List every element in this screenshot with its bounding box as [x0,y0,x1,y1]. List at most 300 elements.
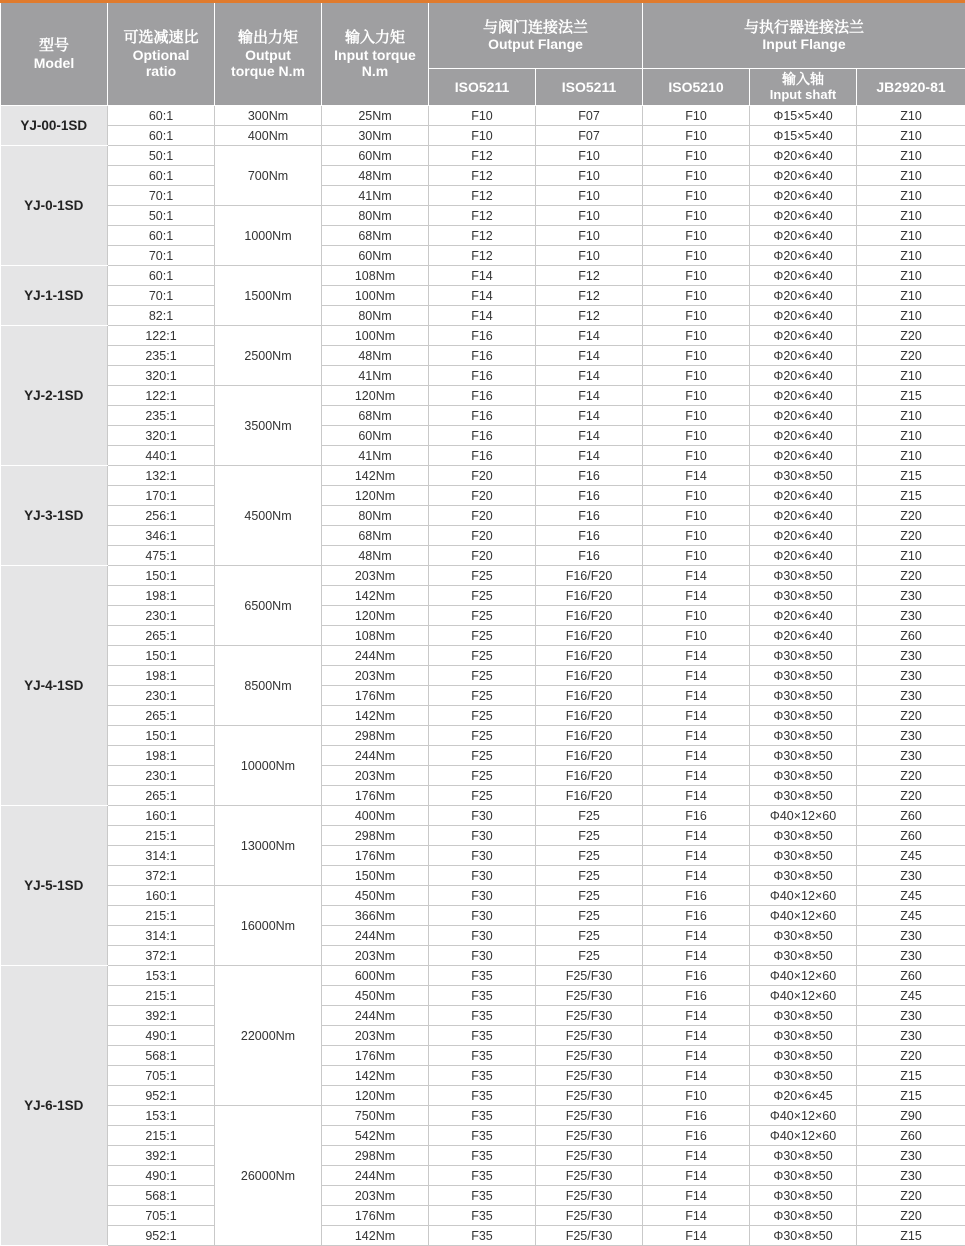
ratio-cell: 50:1 [108,206,215,226]
jb2920-cell: Z60 [857,626,965,646]
iso5210-cell: F16 [643,986,750,1006]
jb2920-cell: Z90 [857,1106,965,1126]
table-row [1,466,965,486]
valve-iso5211-b-cell: F25/F30 [536,1226,643,1246]
ratio-cell: 952:1 [108,1086,215,1106]
valve-iso5211-b-cell: F10 [536,226,643,246]
input-shaft-cell: Φ40×12×60 [750,1106,857,1126]
input-torque-cell: 48Nm [322,546,429,566]
ratio-cell: 160:1 [108,886,215,906]
iso5210-cell: F14 [643,946,750,966]
iso5210-cell: F10 [643,326,750,346]
ratio-cell: 122:1 [108,386,215,406]
jb2920-cell: Z20 [857,1206,965,1226]
input-torque-cell: 450Nm [322,986,429,1006]
valve-iso5211-b-cell: F12 [536,286,643,306]
iso5210-cell: F14 [643,466,750,486]
ratio-cell: 215:1 [108,906,215,926]
jb2920-cell: Z30 [857,606,965,626]
valve-iso5211-b-cell: F25/F30 [536,1046,643,1066]
table-body [1,106,965,1246]
table-row [1,1086,965,1106]
ratio-cell: 314:1 [108,846,215,866]
valve-iso5211-b-cell: F14 [536,326,643,346]
input-torque-cell: 203Nm [322,766,429,786]
iso5210-cell: F10 [643,526,750,546]
iso5210-cell: F14 [643,1026,750,1046]
table-row [1,1026,965,1046]
input-shaft-cell: Φ20×6×40 [750,546,857,566]
valve-iso5211-b-cell: F16 [536,506,643,526]
valve-iso5211-a-cell: F25 [429,606,536,626]
header-valve-flange-cn: 与阀门连接法兰 [429,19,642,36]
ratio-cell: 392:1 [108,1146,215,1166]
table-row [1,1166,965,1186]
subheader-jb2920: JB2920-81 [857,69,965,106]
header-ratio-cn: 可选减速比 [108,29,214,46]
ratio-cell: 705:1 [108,1206,215,1226]
header-actuator-flange-cn: 与执行器连接法兰 [643,19,965,36]
jb2920-cell: Z15 [857,386,965,406]
table-row [1,526,965,546]
input-shaft-cell: Φ30×8×50 [750,586,857,606]
input-torque-cell: 41Nm [322,446,429,466]
valve-iso5211-a-cell: F14 [429,306,536,326]
table-row [1,966,965,986]
ratio-cell: 122:1 [108,326,215,346]
input-torque-cell: 60Nm [322,146,429,166]
table-row [1,586,965,606]
subheader-iso5211-b: ISO5211 [536,69,643,106]
input-torque-cell: 176Nm [322,1046,429,1066]
iso5210-cell: F10 [643,366,750,386]
valve-iso5211-a-cell: F30 [429,946,536,966]
jb2920-cell: Z10 [857,186,965,206]
valve-iso5211-a-cell: F35 [429,1226,536,1246]
iso5210-cell: F10 [643,626,750,646]
table-row [1,1046,965,1066]
input-torque-cell: 48Nm [322,346,429,366]
iso5210-cell: F16 [643,886,750,906]
input-torque-cell: 120Nm [322,386,429,406]
ratio-cell: 198:1 [108,746,215,766]
valve-iso5211-b-cell: F16 [536,526,643,546]
model-cell: YJ-3-1SD [1,466,108,566]
input-shaft-cell: Φ20×6×40 [750,626,857,646]
input-torque-cell: 80Nm [322,506,429,526]
valve-iso5211-b-cell: F07 [536,126,643,146]
input-shaft-cell: Φ40×12×60 [750,966,857,986]
valve-iso5211-a-cell: F20 [429,466,536,486]
table-row [1,426,965,446]
input-torque-cell: 100Nm [322,326,429,346]
table-row [1,1066,965,1086]
valve-iso5211-a-cell: F12 [429,186,536,206]
table-row [1,826,965,846]
valve-iso5211-a-cell: F25 [429,626,536,646]
valve-iso5211-b-cell: F16/F20 [536,606,643,626]
valve-iso5211-a-cell: F25 [429,646,536,666]
input-torque-cell: 142Nm [322,1066,429,1086]
valve-iso5211-b-cell: F14 [536,426,643,446]
valve-iso5211-a-cell: F25 [429,706,536,726]
input-shaft-cell: Φ30×8×50 [750,866,857,886]
jb2920-cell: Z20 [857,526,965,546]
jb2920-cell: Z60 [857,1126,965,1146]
iso5210-cell: F14 [643,1186,750,1206]
ratio-cell: 705:1 [108,1066,215,1086]
output-torque-cell: 10000Nm [215,726,322,806]
output-torque-cell: 13000Nm [215,806,322,886]
input-torque-cell: 298Nm [322,826,429,846]
valve-iso5211-a-cell: F16 [429,426,536,446]
input-torque-cell: 298Nm [322,1146,429,1166]
output-torque-cell: 8500Nm [215,646,322,726]
input-torque-cell: 120Nm [322,606,429,626]
input-shaft-cell: Φ20×6×40 [750,266,857,286]
input-torque-cell: 176Nm [322,686,429,706]
valve-iso5211-b-cell: F25/F30 [536,1126,643,1146]
model-cell: YJ-5-1SD [1,806,108,966]
input-torque-cell: 25Nm [322,106,429,126]
input-torque-cell: 542Nm [322,1126,429,1146]
jb2920-cell: Z10 [857,366,965,386]
jb2920-cell: Z30 [857,1166,965,1186]
valve-iso5211-a-cell: F16 [429,446,536,466]
input-shaft-cell: Φ20×6×40 [750,346,857,366]
input-shaft-cell: Φ15×5×40 [750,106,857,126]
table-row [1,386,965,406]
jb2920-cell: Z45 [857,886,965,906]
input-shaft-cell: Φ30×8×50 [750,566,857,586]
jb2920-cell: Z30 [857,686,965,706]
model-cell: YJ-00-1SD [1,106,108,146]
ratio-cell: 70:1 [108,286,215,306]
table-row [1,726,965,746]
table-row [1,926,965,946]
input-torque-cell: 48Nm [322,166,429,186]
output-torque-cell: 2500Nm [215,326,322,386]
valve-iso5211-a-cell: F35 [429,1166,536,1186]
ratio-cell: 346:1 [108,526,215,546]
iso5210-cell: F14 [643,566,750,586]
input-torque-cell: 244Nm [322,926,429,946]
valve-iso5211-b-cell: F25/F30 [536,986,643,1006]
valve-iso5211-a-cell: F10 [429,106,536,126]
jb2920-cell: Z10 [857,106,965,126]
iso5210-cell: F10 [643,226,750,246]
header-input-torque-cn: 输入力矩 [322,29,428,46]
valve-iso5211-b-cell: F16 [536,486,643,506]
iso5210-cell: F14 [643,1006,750,1026]
valve-iso5211-b-cell: F12 [536,266,643,286]
ratio-cell: 265:1 [108,786,215,806]
jb2920-cell: Z30 [857,1026,965,1046]
header-input-torque-en1: Input torque [322,47,428,63]
input-torque-cell: 450Nm [322,886,429,906]
valve-iso5211-a-cell: F35 [429,1106,536,1126]
iso5210-cell: F10 [643,266,750,286]
jb2920-cell: Z10 [857,546,965,566]
input-torque-cell: 41Nm [322,186,429,206]
valve-iso5211-a-cell: F35 [429,1126,536,1146]
table-row [1,1206,965,1226]
valve-iso5211-a-cell: F20 [429,486,536,506]
output-torque-cell: 1500Nm [215,266,322,326]
input-shaft-cell: Φ20×6×40 [750,286,857,306]
input-shaft-cell: Φ20×6×40 [750,506,857,526]
table-row [1,686,965,706]
ratio-cell: 235:1 [108,346,215,366]
table-row [1,766,965,786]
input-torque-cell: 120Nm [322,1086,429,1106]
table-row [1,446,965,466]
input-shaft-cell: Φ20×6×40 [750,366,857,386]
input-shaft-cell: Φ20×6×40 [750,526,857,546]
table-row [1,866,965,886]
table-row [1,646,965,666]
jb2920-cell: Z10 [857,266,965,286]
header-input-torque-en2: N.m [322,63,428,79]
ratio-cell: 490:1 [108,1026,215,1046]
valve-iso5211-b-cell: F25/F30 [536,1006,643,1026]
valve-iso5211-b-cell: F14 [536,346,643,366]
header-model-en: Model [1,55,107,71]
header-valve-flange-en: Output Flange [429,36,642,52]
valve-iso5211-a-cell: F35 [429,1146,536,1166]
header-valve-flange [429,2,643,69]
input-torque-cell: 244Nm [322,1006,429,1026]
iso5210-cell: F16 [643,966,750,986]
input-torque-cell: 203Nm [322,1026,429,1046]
ratio-cell: 198:1 [108,586,215,606]
input-torque-cell: 142Nm [322,466,429,486]
ratio-cell: 60:1 [108,226,215,246]
valve-iso5211-b-cell: F16 [536,546,643,566]
input-torque-cell: 203Nm [322,1186,429,1206]
valve-iso5211-b-cell: F14 [536,446,643,466]
valve-iso5211-a-cell: F35 [429,1206,536,1226]
iso5210-cell: F16 [643,1106,750,1126]
input-torque-cell: 150Nm [322,866,429,886]
input-shaft-cell: Φ30×8×50 [750,726,857,746]
jb2920-cell: Z60 [857,826,965,846]
iso5210-cell: F10 [643,246,750,266]
output-torque-cell: 16000Nm [215,886,322,966]
input-shaft-cell: Φ30×8×50 [750,1006,857,1026]
ratio-cell: 475:1 [108,546,215,566]
table-header [1,2,965,106]
input-torque-cell: 80Nm [322,306,429,326]
table-row [1,1006,965,1026]
valve-iso5211-a-cell: F25 [429,746,536,766]
ratio-cell: 372:1 [108,946,215,966]
input-torque-cell: 600Nm [322,966,429,986]
input-shaft-cell: Φ30×8×50 [750,666,857,686]
subheader-input-shaft [750,69,857,106]
valve-iso5211-a-cell: F35 [429,966,536,986]
ratio-cell: 440:1 [108,446,215,466]
table-row [1,206,965,226]
input-torque-cell: 366Nm [322,906,429,926]
iso5210-cell: F14 [643,766,750,786]
table-row [1,1126,965,1146]
valve-iso5211-a-cell: F35 [429,1186,536,1206]
table-row [1,946,965,966]
ratio-cell: 230:1 [108,606,215,626]
model-cell: YJ-4-1SD [1,566,108,806]
input-shaft-cell: Φ15×5×40 [750,126,857,146]
ratio-cell: 235:1 [108,406,215,426]
valve-iso5211-a-cell: F30 [429,826,536,846]
jb2920-cell: Z30 [857,926,965,946]
valve-iso5211-b-cell: F07 [536,106,643,126]
valve-iso5211-a-cell: F20 [429,546,536,566]
valve-iso5211-b-cell: F25 [536,906,643,926]
subheader-input-shaft-cn: 输入轴 [750,71,856,87]
valve-iso5211-b-cell: F16/F20 [536,666,643,686]
valve-iso5211-b-cell: F10 [536,206,643,226]
jb2920-cell: Z20 [857,1186,965,1206]
input-shaft-cell: Φ30×8×50 [750,946,857,966]
input-shaft-cell: Φ40×12×60 [750,1126,857,1146]
jb2920-cell: Z30 [857,666,965,686]
input-torque-cell: 68Nm [322,526,429,546]
iso5210-cell: F10 [643,486,750,506]
table-row [1,666,965,686]
ratio-cell: 60:1 [108,126,215,146]
ratio-cell: 50:1 [108,146,215,166]
iso5210-cell: F14 [643,746,750,766]
valve-iso5211-b-cell: F25 [536,806,643,826]
table-row [1,106,965,126]
valve-iso5211-a-cell: F12 [429,166,536,186]
jb2920-cell: Z10 [857,286,965,306]
valve-iso5211-b-cell: F16/F20 [536,566,643,586]
table-row [1,706,965,726]
jb2920-cell: Z20 [857,786,965,806]
valve-iso5211-b-cell: F16/F20 [536,746,643,766]
table-row [1,1106,965,1126]
table-row [1,546,965,566]
input-shaft-cell: Φ30×8×50 [750,1206,857,1226]
header-output-torque-en1: Output [215,47,321,63]
input-torque-cell: 400Nm [322,806,429,826]
valve-iso5211-a-cell: F30 [429,866,536,886]
iso5210-cell: F10 [643,346,750,366]
valve-iso5211-b-cell: F25/F30 [536,1086,643,1106]
jb2920-cell: Z30 [857,946,965,966]
input-torque-cell: 120Nm [322,486,429,506]
valve-iso5211-a-cell: F10 [429,126,536,146]
iso5210-cell: F14 [643,726,750,746]
valve-iso5211-a-cell: F12 [429,226,536,246]
input-shaft-cell: Φ20×6×40 [750,186,857,206]
input-torque-cell: 203Nm [322,666,429,686]
output-torque-cell: 26000Nm [215,1106,322,1246]
jb2920-cell: Z15 [857,1086,965,1106]
output-torque-cell: 300Nm [215,106,322,126]
subheader-iso5211-a: ISO5211 [429,69,536,106]
input-torque-cell: 203Nm [322,566,429,586]
ratio-cell: 60:1 [108,166,215,186]
ratio-cell: 170:1 [108,486,215,506]
iso5210-cell: F14 [643,1046,750,1066]
input-shaft-cell: Φ30×8×50 [750,1186,857,1206]
ratio-cell: 230:1 [108,686,215,706]
input-shaft-cell: Φ20×6×40 [750,386,857,406]
valve-iso5211-b-cell: F14 [536,366,643,386]
ratio-cell: 392:1 [108,1006,215,1026]
input-shaft-cell: Φ30×8×50 [750,646,857,666]
ratio-cell: 160:1 [108,806,215,826]
iso5210-cell: F10 [643,1086,750,1106]
input-shaft-cell: Φ20×6×40 [750,146,857,166]
table-row [1,266,965,286]
table-row [1,626,965,646]
table-row [1,166,965,186]
input-shaft-cell: Φ30×8×50 [750,746,857,766]
valve-iso5211-a-cell: F25 [429,726,536,746]
valve-iso5211-a-cell: F20 [429,506,536,526]
valve-iso5211-a-cell: F20 [429,526,536,546]
ratio-cell: 215:1 [108,1126,215,1146]
valve-iso5211-a-cell: F16 [429,386,536,406]
jb2920-cell: Z20 [857,766,965,786]
valve-iso5211-a-cell: F35 [429,1026,536,1046]
input-torque-cell: 41Nm [322,366,429,386]
input-torque-cell: 142Nm [322,706,429,726]
ratio-cell: 150:1 [108,646,215,666]
subheader-iso5210: ISO5210 [643,69,750,106]
table-row [1,1186,965,1206]
jb2920-cell: Z20 [857,566,965,586]
table-row [1,606,965,626]
ratio-cell: 230:1 [108,766,215,786]
jb2920-cell: Z10 [857,446,965,466]
iso5210-cell: F10 [643,306,750,326]
input-torque-cell: 108Nm [322,626,429,646]
input-shaft-cell: Φ30×8×50 [750,766,857,786]
table-row [1,406,965,426]
jb2920-cell: Z30 [857,746,965,766]
table-row [1,786,965,806]
table-row [1,566,965,586]
input-shaft-cell: Φ30×8×50 [750,1026,857,1046]
output-torque-cell: 700Nm [215,146,322,206]
iso5210-cell: F10 [643,206,750,226]
input-torque-cell: 68Nm [322,406,429,426]
input-shaft-cell: Φ20×6×40 [750,446,857,466]
valve-iso5211-a-cell: F30 [429,846,536,866]
valve-iso5211-b-cell: F25/F30 [536,966,643,986]
ratio-cell: 60:1 [108,266,215,286]
table-row [1,506,965,526]
iso5210-cell: F16 [643,1126,750,1146]
iso5210-cell: F14 [643,866,750,886]
valve-iso5211-b-cell: F25 [536,926,643,946]
iso5210-cell: F10 [643,146,750,166]
jb2920-cell: Z15 [857,1226,965,1246]
input-torque-cell: 244Nm [322,746,429,766]
valve-iso5211-b-cell: F14 [536,406,643,426]
valve-iso5211-b-cell: F25/F30 [536,1166,643,1186]
ratio-cell: 372:1 [108,866,215,886]
input-shaft-cell: Φ40×12×60 [750,986,857,1006]
jb2920-cell: Z20 [857,346,965,366]
input-shaft-cell: Φ30×8×50 [750,826,857,846]
table-row [1,126,965,146]
